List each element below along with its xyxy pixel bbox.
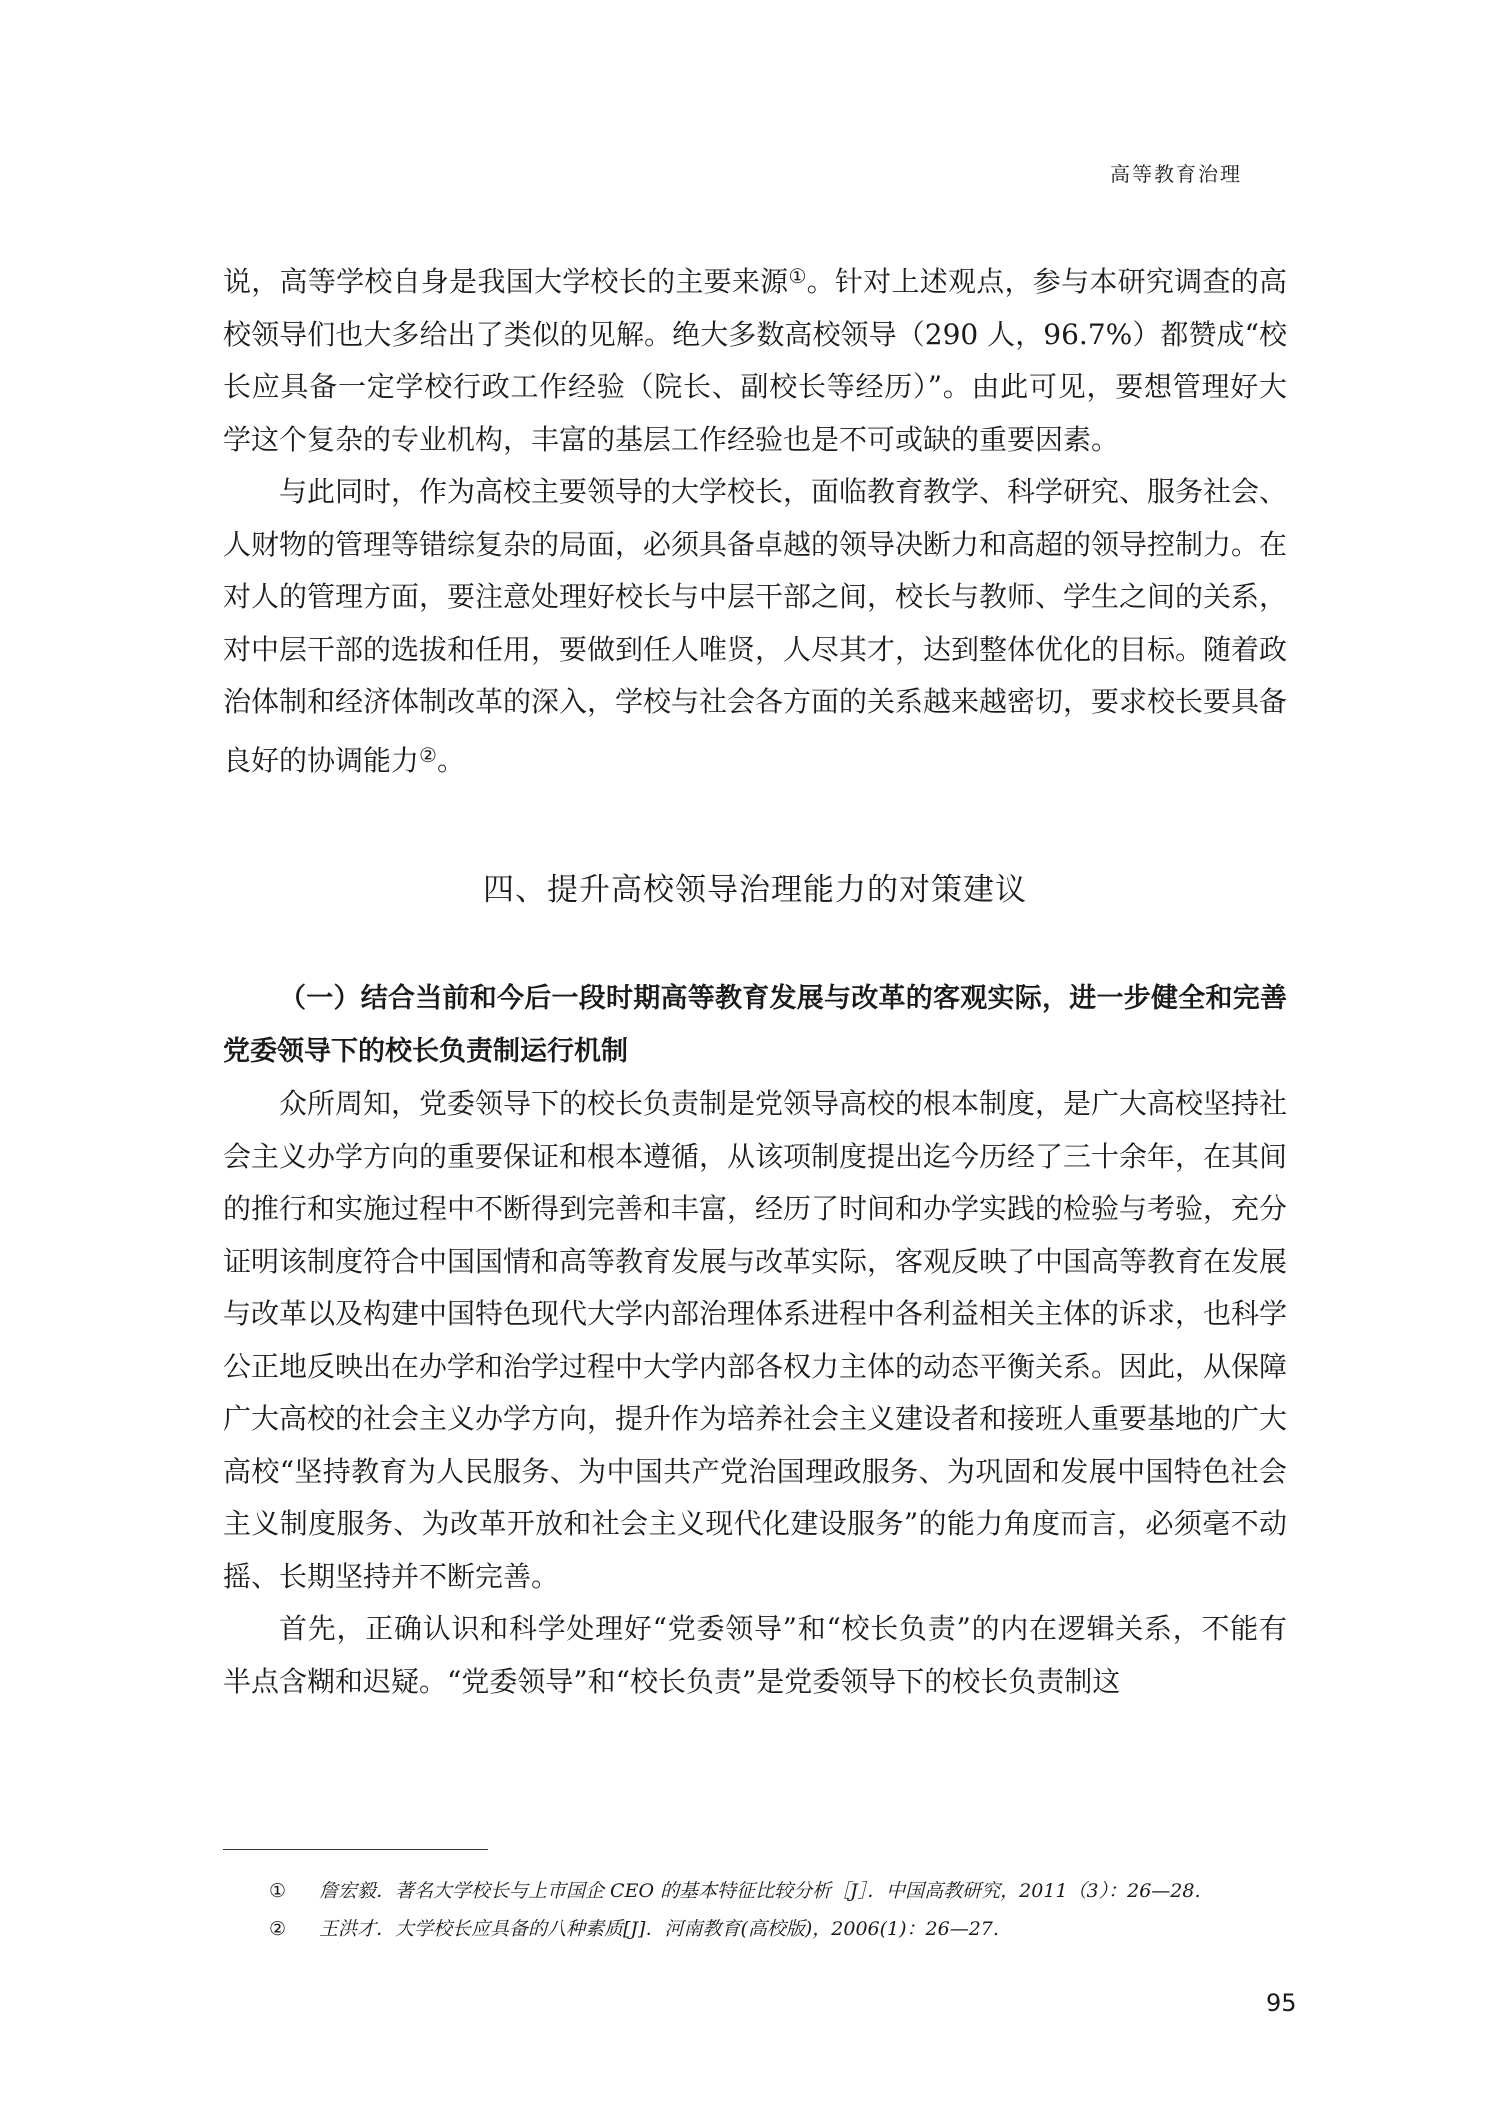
page-number: 95 [1266, 1989, 1297, 2017]
paragraph: 众所周知，党委领导下的校长负责制是党领导高校的根本制度，是广大高校坚持社会主义办学方向的重要保证和根本遵循，从该项制度提出迄今历经了三十余年，在其间的推行和实施过程中不断得到完善和丰富，经历了时间和办学实践的检验与考验，充分证明该制度符合中国国情和高等教育发展与改革实际，客观反映了中国高等教育在发展与改革以及构建中国特色现代大学内部治理体系进程中各利益相关主体的诉求，也科学公正地反映出在办学和治学过程中大学内部各权力主体的动态平衡关系。因此，从保障广大高校的社会主义办学方向，提升作为培养社会主义建设者和接班人重要基地的广大高校“坚持教育为人民服务、为中国共产党治国理政服务、为巩固和发展中国特色社会主义制度服务、为改革开放和社会主义现代化建设服务”的能力角度而言，必须毫不动摇、长期坚持并不断完善。 [223, 1087, 1288, 1593]
paragraph-text: 。 [436, 743, 465, 777]
footnotes [223, 1874, 1287, 1950]
footnote-text: 詹宏毅．著名大学校长与上市国企 CEO 的基本特征比较分析［J］．中国高教研究，2011（3）：26—28. [319, 1880, 1201, 1902]
paragraph [223, 250, 1287, 466]
paragraph-text: 与此同时，作为高校主要领导的大学校长，面临教育教学、科学研究、服务社会、人财物的管理等错综复杂的局面，必须具备卓越的领导决断力和高超的领导控制力。在对人的管理方面，要注意处理好校长与中层干部之间，校长与教师、学生之间的关系，对中层干部的选拔和任用，要做到任人唯贤，人尽其才，达到整体优化的目标。随着政治体制和经济体制改革的深入，学校与社会各方面的关系越来越密切，要求校长要具备良好的协调能力 [223, 475, 1288, 777]
body-text-top [223, 250, 1287, 787]
footnote-text: 王洪才．大学校长应具备的八种素质[J]．河南教育(高校版)，2006(1)：26—27. [319, 1918, 999, 1940]
footnote-ref[interactable]: ① [788, 264, 807, 288]
footnote-mark: ② [269, 1918, 287, 1940]
footnote-ref[interactable]: ② [419, 742, 437, 767]
body-text-bottom [223, 1078, 1287, 1708]
paragraph: 首先，正确认识和科学处理好“党委领导”和“校长负责”的内在逻辑关系，不能有半点含糊和迟疑。“党委领导”和“校长负责”是党委领导下的校长负责制这 [223, 1612, 1287, 1698]
paragraph [223, 466, 1287, 787]
paragraph-text: 说，高等学校自身是我国大学校长的主要来源 [223, 265, 789, 298]
footnote-divider [223, 1849, 488, 1850]
paragraph-text: 。针对上述观点，参与本研究调查的高校领导们也大多给出了类似的见解。绝大多数高校领导（290 人，96.7%）都赞成“校长应具备一定学校行政工作经验（院长、副校长等经历）”。由此可见，要想管理好大学这个复杂的专业机构，丰富的基层工作经验也是不可或缺的重要因素。 [223, 265, 1287, 456]
footnote-mark: ① [269, 1880, 287, 1902]
footnote [223, 1912, 1287, 1946]
running-head: 高等教育治理 [1110, 162, 1242, 186]
subsection-heading: （一）结合当前和今后一段时期高等教育发展与改革的客观实际，进一步健全和完善党委领导下的校长负责制运行机制 [223, 983, 1287, 1067]
footnote [223, 1874, 1287, 1908]
section-heading: 四、提升高校领导治理能力的对策建议 [483, 872, 1027, 908]
